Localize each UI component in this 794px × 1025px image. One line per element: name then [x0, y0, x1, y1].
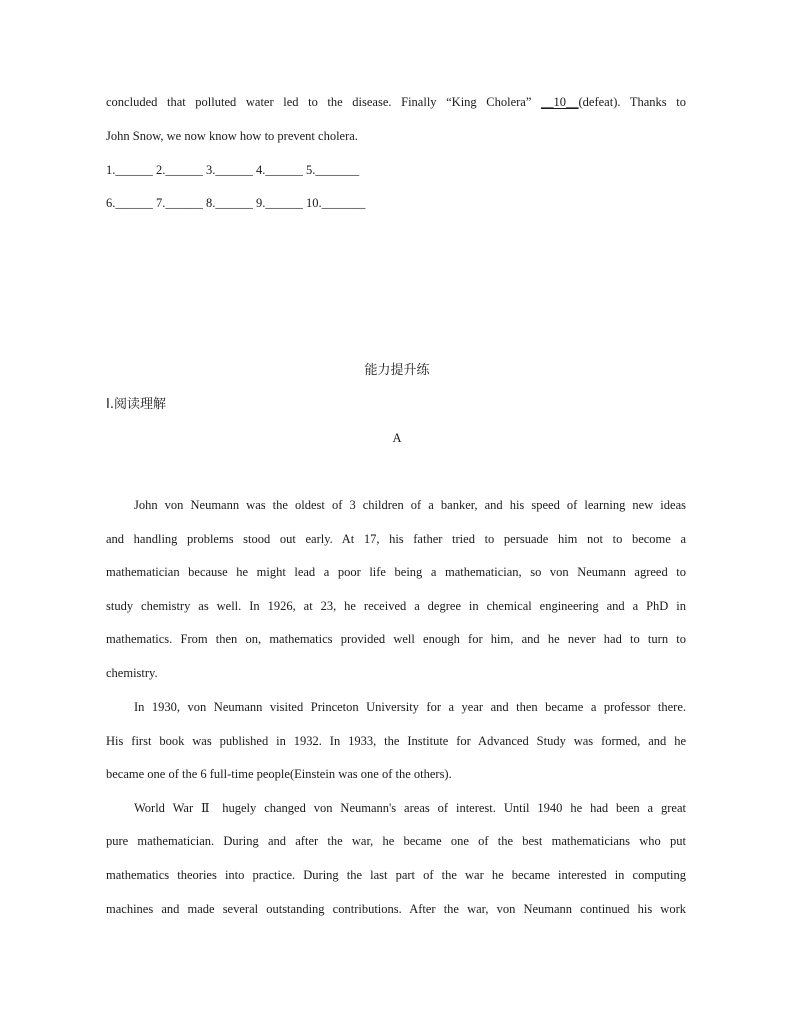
section-subtitle: Ⅰ.阅读理解: [106, 397, 166, 412]
paragraph-line: study chemistry as well. In 1926, at 23, he received a degree in chemical engineering and a PhD in: [106, 599, 686, 613]
passage-letter: A: [392, 431, 402, 445]
paragraph-line: mathematics. From then on, mathematics provided well enough for him, and he never had to turn to: [106, 632, 686, 646]
passage-text: concluded that polluted water led to the disease. Finally “King Cholera”: [106, 95, 542, 109]
paragraph-line: became one of the 6 full-time people(Einstein was one of the others).: [106, 767, 452, 781]
paragraph-line: and handling problems stood out early. At 17, his father tried to persuade him not to become a: [106, 532, 686, 546]
paragraph-line: In 1930, von Neumann visited Princeton University for a year and then became a professor there.: [134, 700, 686, 714]
paragraph-line: mathematician because he might lead a poor life being a mathematician, so von Neumann agreed to: [106, 565, 686, 579]
answer-blanks-row-2: 6.______ 7.______ 8.______ 9.______ 10._______: [106, 196, 366, 210]
answer-blanks-row-1: 1.______ 2.______ 3.______ 4.______ 5._______: [106, 163, 360, 177]
paragraph-line: World War Ⅱ hugely changed von Neumann's areas of interest. Until 1940 he had been a great: [134, 801, 686, 815]
paragraph-line: His first book was published in 1932. In 1933, the Institute for Advanced Study was formed, and he: [106, 734, 686, 748]
blank-10: __10__: [541, 95, 579, 109]
passage-line: [106, 94, 686, 110]
section-title: 能力提升练: [364, 363, 430, 378]
paragraph-line: John von Neumann was the oldest of 3 children of a banker, and his speed of learning new ideas: [134, 498, 686, 512]
paragraph-line: chemistry.: [106, 666, 158, 680]
passage-text: (defeat). Thanks to: [578, 95, 686, 109]
passage-line: John Snow, we now know how to prevent cholera.: [106, 129, 358, 143]
paragraph-line: machines and made several outstanding contributions. After the war, von Neumann continued his work: [106, 902, 686, 916]
paragraph-line: mathematics theories into practice. During the last part of the war he became interested in computing: [106, 868, 686, 882]
paragraph-line: pure mathematician. During and after the war, he became one of the best mathematicians who put: [106, 834, 686, 848]
